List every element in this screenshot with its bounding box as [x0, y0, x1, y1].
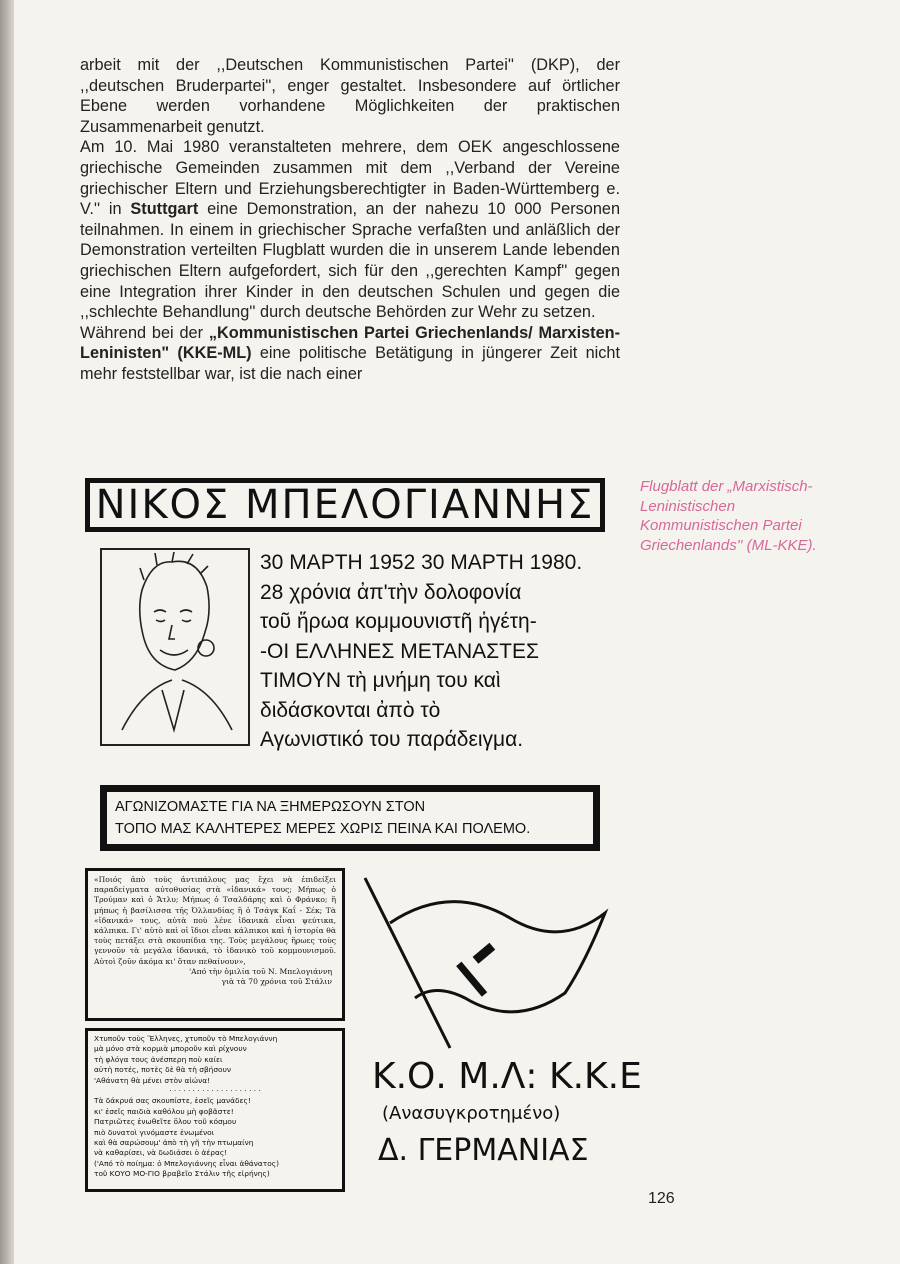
portrait-sketch-icon — [102, 550, 248, 744]
body-paragraph — [80, 137, 620, 322]
organization-signature: Κ.Ο. Μ.Λ: Κ.Κ.Ε (Ανασυγκροτημένο) Δ. ΓΕΡΜΑΝΙΑΣ — [372, 1056, 642, 1168]
poem-line: αὐτὴ ποτές, ποτὲς δὲ θὰ τὴ σβήσουν — [94, 1065, 231, 1075]
poem-box — [85, 1028, 345, 1192]
quote-box: «Ποιός ἀπὸ τοὺς ἀντιπάλους μας ἔχει νὰ ἐπιδείξει παραδείγματα αὐτοθυσίας στὰ «ἰδανικά» τους; Μήπως ὁ Τρούμαν καὶ ὁ Ἄτλυ; Μήπως ὁ Τσαλδάρης καὶ ὁ Φράνκο; ἢ μήπως ἡ βασίλισσα τῆς Ὀλλανδίας ἢ ὁ Τσάγκ Καΐ - Σέκ; Τὰ «ἰδανικά» τους, αὐτὰ ποὺ λένε ἰδανικὰ εἶναι ψεύτικα, κάλπικα. Γι' αὐτὸ καὶ οἱ ἴδιοι εἶναι κάλπικοι καὶ ἡ ἱστορία θὰ τοὺς πετάξει στὰ σκουπίδια της. Τοὺς μεγάλους ἥρωες τοὺς γεννοῦν τὰ μεγάλα ἰδανικά, τὸ ἰδανικὸ τοῦ κομμουνισμοῦ. Αὐτοὶ ζοῦν ἀκόμα κι' ὅταν πεθαίνουν», 'Από τὴν ὁμιλία τοῦ Ν. Μπελογιάννη γιὰ τὰ 70 χρόνια τοῦ Στάλιν — [85, 868, 345, 1021]
figure-caption: Flugblatt der „Marxistisch-Leninistischen Kommunistischen Partei Griechenlands'' (ML-KKE). — [640, 478, 817, 554]
poem-line: καὶ θὰ σαρώσουμ' ἀπὸ τὴ γῆ τὴν πτωμαίνη — [94, 1138, 254, 1148]
body-text — [80, 55, 620, 385]
hammer-sickle-flag-icon — [355, 868, 615, 1058]
poem-line: · · · · · · · · · · · · · · · · · · · · — [169, 1086, 261, 1096]
text-run: eine politische Betätigung in jüngerer Zeit nicht mehr feststellbar war, ist die nach einer — [80, 344, 620, 383]
body-paragraph — [80, 323, 620, 385]
poem-line: μὰ μόνο στὰ κορμιὰ μποροῦν καὶ ρίχνουν — [94, 1044, 247, 1054]
portrait-drawing — [100, 548, 250, 746]
handwritten-dedication: 30 ΜΑΡΤΗ 1952 30 ΜΑΡΤΗ 1980. 28 χρόνια ἀπ'τὴν δολοφονία τοῦ ἥρωα κομμουνιστῆ ἡγέτη- -ΟΙ ΕΛΛΗΝΕΣ ΜΕΤΑΝΑΣΤΕΣ ΤΙΜΟΥΝ τὴ μνήμη του καὶ διδάσκονται ἀπὸ τὸ Αγωνιστικό του παράδειγμα. — [260, 551, 583, 751]
page-gutter-shadow — [0, 0, 14, 1264]
poem-line: Τὰ δάκρυά σας σκουπίστε, ἐσεῖς μανάδες! — [94, 1096, 251, 1106]
poem-line: Χτυποῦν τοὺς Ἕλληνες, χτυποῦν τὸ Μπελογιάννη — [94, 1034, 278, 1043]
slogan-banner: ΑΓΩΝΙΖΟΜΑΣΤΕ ΓΙΑ ΝΑ ΞΗΜΕΡΩΣΟΥΝ ΣΤΟΝ ΤΟΠΟ ΜΑΣ ΚΑΛΗΤΕΡΕΣ ΜΕΡΕΣ ΧΩΡΙΣ ΠΕΙΝΑ ΚΑΙ ΠΟΛΕΜΟ. — [100, 785, 600, 851]
poem-line: Πατριῶτες ἑνωθεῖτε ὅλου τοῦ κόσμου — [94, 1117, 237, 1127]
poem-line: τὴ φλόγα τους ἀνέσπερη ποὺ καίει — [94, 1054, 223, 1064]
text-run: eine Demonstration, an der nahezu 10 000 Personen teilnahmen. In einem in griechischer Sprache verfaßten und anläßlich der Demonstration verteilten Flugblatt wurden die in unserem Lande lebenden griechischen Eltern aufgefordert, sich für den ,,gerechten Kampf'' gegen eine Integration ihrer Kinder in den deutschen Schulen und gegen die ,,schlechte Behandlung'' durch deutsche Behörden zur Wehr zu setzen. — [80, 200, 620, 322]
text-run: Am 10. Mai 1980 veranstalteten mehrere, dem OEK angeschlossene griechische Gemeinden zusammen mit dem ,,Verband der Vereine griechischer Eltern und Erziehungsberechtigter in Baden-Württemberg e. V.'' in — [80, 138, 620, 219]
page-number: 126 — [648, 1190, 675, 1207]
leaflet-title: ΝΙΚΟΣ ΜΠΕΛΟΓΙΑΝΝΗΣ — [85, 478, 605, 532]
bold-term: „Kommunistischen Partei Griechenlands/ Marxisten-Leninisten" (KKE-ML) — [80, 323, 620, 363]
body-paragraph — [80, 55, 620, 137]
bold-term: Stuttgart — [130, 200, 199, 219]
poem-line: πιὸ δυνατοὶ γινόμαστε ἑνωμένοι — [94, 1127, 215, 1137]
poem-line: νὰ καθαρίσει, νὰ δωδιάσει ὁ ἀέρας! — [94, 1148, 228, 1158]
text-run: Während bei der — [80, 323, 209, 342]
poem-line: 'Αθάνατη θὰ μένει στὸν αἰώνα! — [94, 1075, 211, 1085]
poem-line: κι' ἐσεῖς παιδιὰ καθόλου μὴ φοβᾶστε! — [94, 1106, 234, 1116]
text-run: arbeit mit der ,,Deutschen Kommunistischen Partei'' (DKP), der ,,deutschen Bruderpartei'', enger gestaltet. Insbesondere auf örtlicher Ebene werden vorhandene Möglichkeiten der praktischen Zusammenarbeit genutzt. — [80, 56, 620, 136]
poem-line: ('Από τὸ ποίημα: ὁ Μπελογιάννης εἶναι ἀθάνατος) — [94, 1158, 279, 1168]
poem-line: τοῦ ΚΟΥΟ ΜΟ-ΓΙΟ βραβεῖο Στάλιν τῆς εἰρήνης) — [94, 1169, 270, 1179]
